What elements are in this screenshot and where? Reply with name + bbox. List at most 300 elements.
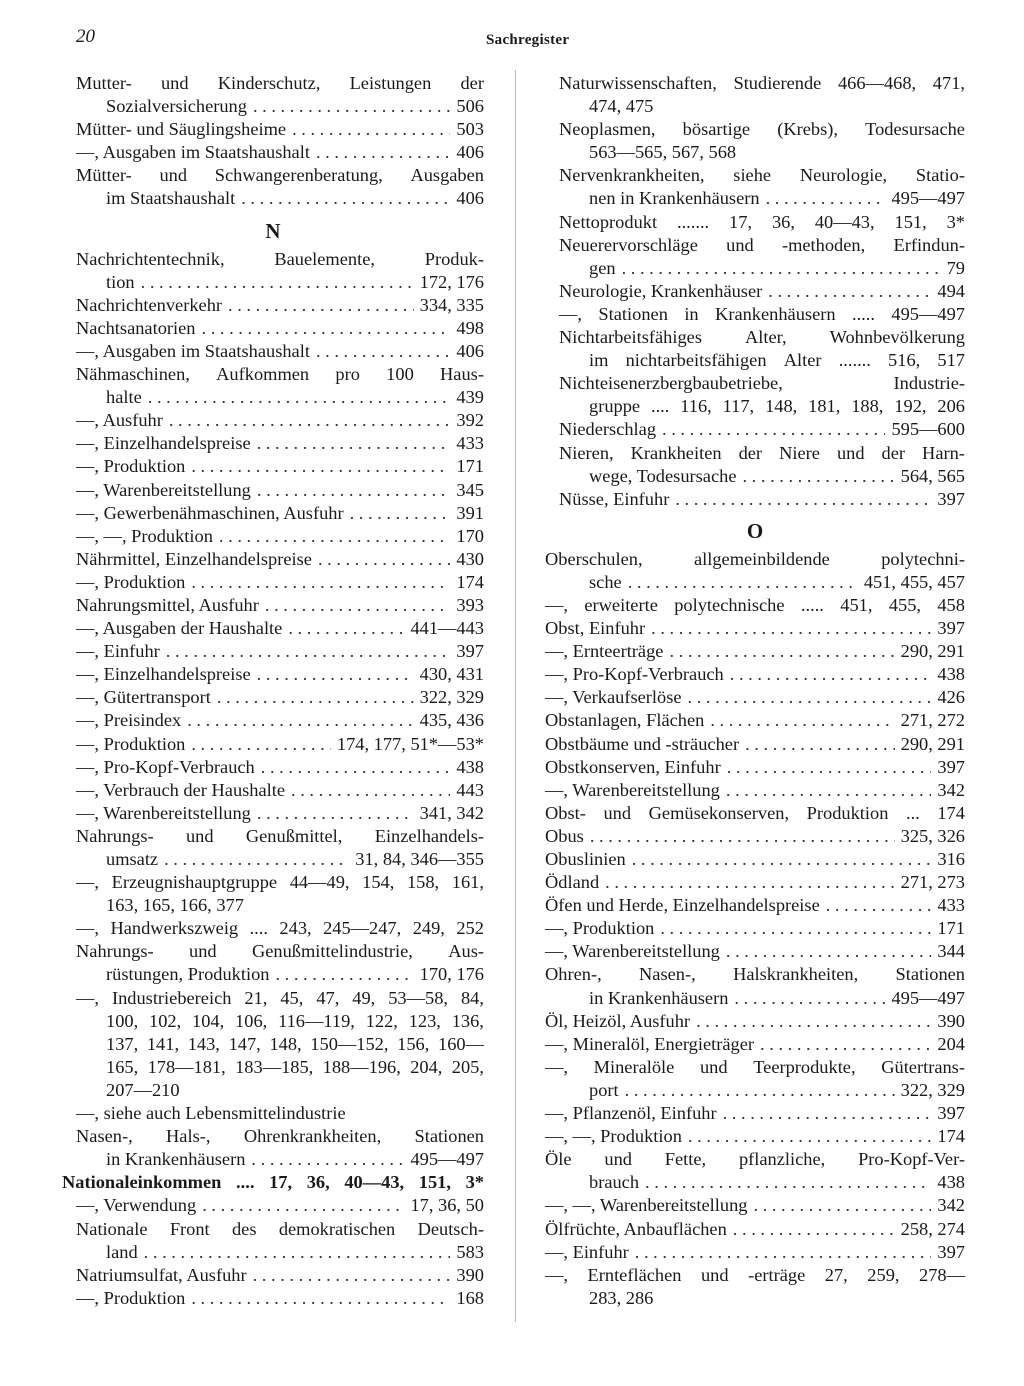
dot-leader [651,617,931,640]
page-reference: 406 [456,188,484,209]
index-entry-text: —, Handwerkszweig .... 243, 245—247, 249, 252 [76,918,484,939]
index-entry [545,211,965,234]
index-entry-text: 283, 286 [589,1287,654,1308]
dot-leader [318,548,450,571]
index-entry [545,1287,965,1310]
index-entry-text: —, Warenbereitstellung [76,802,251,823]
index-entry [545,640,965,663]
index-entry-text: 207—210 [106,1079,180,1100]
index-entry-text: Nahrungsmittel, Ausfuhr [76,594,259,615]
index-entry-text: —, Warenbereitstellung [545,941,720,962]
page-reference: 426 [937,687,965,708]
page-reference: 322, 329 [900,1079,965,1100]
dot-leader [645,1171,931,1194]
index-entry-text: —, Erzeugnishauptgruppe 44—49, 154, 158, 161, [76,872,484,893]
index-entry [62,294,484,317]
index-entry-text: Natriumsulfat, Ausfuhr [76,1264,247,1285]
dot-leader [217,686,414,709]
index-entry [545,164,965,187]
dot-leader [727,756,932,779]
index-entry [545,709,965,732]
page-reference: 433 [937,895,965,916]
page-reference: 17, 36, 50 [410,1195,484,1216]
index-entry-text: —, Einzelhandelspreise [76,664,251,685]
index-entry-text: Obstbäume und -sträucher [545,733,740,754]
index-entry-text: —, —, Produktion [545,1126,682,1147]
dot-leader [265,594,451,617]
page-reference: 393 [456,594,484,615]
page-reference: 564, 565 [900,465,965,486]
page-reference: 31, 84, 346—355 [355,849,484,869]
dot-leader [688,1125,931,1148]
index-entry [545,594,965,617]
dot-leader [696,1010,931,1033]
dot-leader [632,848,932,871]
index-entry-text: —, Produktion [76,1287,186,1308]
page-reference: 174 [456,571,484,592]
index-entry-text: Nationaleinkommen .... 17, 36, 40—43, 151, 3* [62,1172,484,1193]
index-entry-text: Nasen-, Hals-, Ohrenkrankheiten, Stationen [76,1126,484,1147]
dot-leader [191,1287,450,1310]
index-entry [545,1010,965,1033]
dot-leader [253,95,450,118]
index-entry-text: Neurologie, Krankenhäuser [559,280,763,301]
index-entry [545,326,965,349]
index-entry-text: umsatz [106,849,159,869]
page-reference: 439 [456,387,484,408]
index-entry [545,303,965,326]
index-entry-text: —, —, Warenbereitstellung [545,1195,748,1216]
index-entry [545,871,965,894]
dot-leader [723,1102,932,1125]
index-entry-text: Öfen und Herde, Einzelhandelspreise [545,895,820,916]
dot-leader [350,502,451,525]
index-entry-text: 100, 102, 104, 106, 116—119, 122, 123, 136, [106,1010,484,1031]
index-entry [62,1079,484,1102]
index-entry-text: 563—565, 567, 568 [589,142,737,163]
index-entry [545,234,965,257]
index-entry-text: —, Ausfuhr [76,410,163,431]
index-entry-text: Ölfrüchte, Anbauflächen [545,1218,727,1239]
index-entry [62,686,484,709]
index-entry [62,940,484,963]
index-entry [545,187,965,210]
index-entry-text: land [106,1241,138,1262]
index-entry [62,1148,484,1171]
index-entry-text: gruppe .... 116, 117, 148, 181, 188, 192, 206 [589,396,965,417]
index-entry-text: —, Produktion [76,733,186,754]
index-entry [545,663,965,686]
page-reference: 438 [937,1172,965,1193]
dot-leader [253,1264,451,1287]
dot-leader [675,488,931,511]
page-reference: 271, 272 [900,710,965,731]
index-entry [545,617,965,640]
page-reference: 495—497 [891,987,965,1008]
dot-leader [292,118,450,141]
page-reference: 170 [456,525,484,546]
index-entry-text: Nichteisenerzbergbaubetriebe, Industrie- [559,373,965,394]
index-entry [545,349,965,372]
index-entry-text: —, Ausgaben der Haushalte [76,618,283,639]
dot-leader [734,987,885,1010]
index-entry-text: —, Ausgaben im Staatshaushalt [76,142,310,163]
index-entry [545,733,965,756]
index-entry [62,248,484,271]
page-reference: 406 [456,142,484,163]
index-entry-text: sche [589,571,622,592]
page-reference: 322, 329 [419,687,484,708]
page-reference: 204 [937,1033,965,1054]
page-reference: 406 [456,340,484,361]
index-entry [62,118,484,141]
index-entry-text: brauch [589,1172,640,1193]
index-entry [62,455,484,478]
index-entry [545,779,965,802]
dot-leader [733,1218,895,1241]
index-entry [62,141,484,164]
dot-leader [766,187,886,210]
index-entry-text: —, Produktion [76,456,186,477]
dot-leader [669,640,894,663]
index-entry-text: in Krankenhäusern [589,987,729,1008]
index-entry [62,271,484,294]
index-entry [545,756,965,779]
index-entry-text: Nichtarbeitsfähiges Alter, Wohnbevölkerung [559,327,965,348]
dot-leader [288,617,404,640]
index-entry-text: Nachtsanatorien [76,317,196,338]
page-reference: 341, 342 [419,802,484,823]
page-reference: 342 [937,779,965,800]
page-reference: 397 [937,1241,965,1262]
page-reference: 438 [456,756,484,777]
page-reference: 342 [937,1195,965,1216]
index-entry-text: nen in Krankenhäusern [589,188,760,209]
index-entry [545,395,965,418]
index-entry-text: Nahrungs- und Genußmittel, Einzelhandels- [76,825,484,846]
index-entry-text: 474, 475 [589,96,654,117]
index-entry-text: Obst, Einfuhr [545,618,646,639]
dot-leader [191,455,450,478]
index-entry [62,386,484,409]
index-entry-text: Mütter- und Säuglingsheime [76,119,287,140]
page-reference: 344 [937,941,965,962]
index-entry [545,917,965,940]
page-reference: 397 [937,756,965,777]
index-entry-text: Mütter- und Schwangerenberatung, Ausgaben [76,165,484,186]
index-entry-text: —, erweiterte polytechnische ..... 451, 455, 458 [545,594,965,615]
page-reference: 595—600 [891,419,965,440]
dot-leader [144,1241,451,1264]
index-entry [545,940,965,963]
index-entry-text: —, Pro-Kopf-Verbrauch [545,664,724,685]
dot-leader [826,894,932,917]
page-reference: 397 [937,488,965,509]
index-entry-text: —, Pflanzenöl, Einfuhr [545,1103,717,1124]
index-entry [62,663,484,686]
index-entry [545,95,965,118]
index-entry-text: —, Warenbereitstellung [76,479,251,500]
index-entry-text: Öle und Fette, pflanzliche, Pro-Kopf-Ver- [545,1149,965,1170]
index-entry-text: Ohren-, Nasen-, Halskrankheiten, Stationen [545,964,965,985]
page-reference: 258, 274 [900,1218,965,1239]
index-entry [545,1171,965,1194]
index-entry [62,164,484,187]
index-entry [62,1033,484,1056]
index-entry-text: —, Verwendung [76,1195,197,1216]
dot-leader [726,940,932,963]
index-entry [545,141,965,164]
index-entry [62,779,484,802]
page-reference: 171 [937,918,965,939]
dot-leader [622,257,941,280]
index-entry [62,432,484,455]
dot-leader [257,479,451,502]
index-entry-text: wege, Todesursache [589,465,737,486]
page-reference: 390 [937,1010,965,1031]
page-reference: 495—497 [410,1149,484,1170]
index-entry-text: —, Einfuhr [545,1241,629,1262]
index-entry-text: Nähmaschinen, Aufkommen pro 100 Haus- [76,364,484,385]
dot-leader [241,187,450,210]
index-entry [62,640,484,663]
page-reference: 391 [456,502,484,523]
index-entry-text: —, Ernteerträge [545,641,664,662]
index-entry-text: —, Produktion [545,918,655,939]
index-column-left [62,72,484,1310]
index-entry-text: Neoplasmen, bösartige (Krebs), Todesursache [559,119,965,140]
index-entry [62,1241,484,1264]
index-entry-text: Sozialversicherung [106,96,247,117]
page-reference: 345 [456,479,484,500]
index-entry [62,963,484,986]
index-entry-text: —, Warenbereitstellung [545,779,720,800]
dot-leader [169,409,451,432]
index-entry-text: —, Ausgaben im Staatshaushalt [76,340,310,361]
dot-leader [316,340,450,363]
dot-leader [768,280,931,303]
dot-leader [141,271,414,294]
index-entry-text: Nachrichtenverkehr [76,294,223,315]
dot-leader [745,733,895,756]
index-entry-text: —, Verbrauch der Haushalte [76,779,286,800]
index-entry [545,825,965,848]
index-entry-text: Nettoprodukt ....... 17, 36, 40—43, 151, 3* [559,211,965,232]
index-entry-text: —, Mineralöle und Teerprodukte, Gütertrans- [545,1056,965,1077]
index-entry [545,802,965,825]
index-entry [545,1148,965,1171]
page-reference: 435, 436 [419,710,484,731]
index-entry [62,340,484,363]
page-reference: 441—443 [410,618,484,639]
page-reference: 290, 291 [900,641,965,662]
index-entry-text: port [589,1079,619,1100]
page-reference: 430, 431 [419,664,484,685]
index-entry [62,72,484,95]
dot-leader [257,802,414,825]
running-title: Sachregister [486,32,570,48]
index-entry-text: —, Produktion [76,571,186,592]
dot-leader [202,317,451,340]
index-column-right [545,72,965,1310]
index-entry-text: Nährmittel, Einzelhandelspreise [76,548,312,569]
dot-leader [688,686,932,709]
index-entry [62,1010,484,1033]
index-entry [545,686,965,709]
page-reference: 392 [456,410,484,431]
index-entry-text: 137, 141, 143, 147, 148, 150—152, 156, 160— [106,1033,484,1054]
index-entry [62,409,484,432]
index-entry [62,894,484,917]
dot-leader [191,571,450,594]
dot-leader [753,1194,931,1217]
index-entry-text: Obus [545,825,584,846]
index-entry [545,1102,965,1125]
index-entry [545,1194,965,1217]
index-entry-text: Öl, Heizöl, Ausfuhr [545,1010,691,1031]
index-entry [62,987,484,1010]
index-entry-text: Naturwissenschaften, Studierende 466—468, 471, [559,73,965,93]
index-entry-text: Niederschlag [559,419,657,440]
index-entry-text: 165, 178—181, 183—185, 188—196, 204, 205, [106,1056,484,1077]
index-entry-text: —, Industriebereich 21, 45, 47, 49, 53—58, 84, [76,987,484,1008]
dot-leader [625,1079,895,1102]
index-entry [545,1079,965,1102]
index-entry [62,1125,484,1148]
page-reference: 397 [937,618,965,639]
index-entry-text: in Krankenhäusern [106,1149,246,1170]
page-reference: 79 [946,257,965,278]
index-entry-text: Nahrungs- und Genußmittelindustrie, Aus- [76,941,484,962]
index-entry-text: rüstungen, Produktion [106,964,270,985]
index-entry-text: im Staatshaushalt [106,188,236,209]
page-reference: 290, 291 [900,733,965,754]
page-reference: 172, 176 [419,271,484,292]
index-entry-text: Obstkonserven, Einfuhr [545,756,721,777]
index-entry [62,317,484,340]
index-entry [545,118,965,141]
index-entry-text: —, Pro-Kopf-Verbrauch [76,756,255,777]
dot-leader [187,709,413,732]
dot-leader [742,465,894,488]
dot-leader [316,141,450,164]
dot-leader [730,663,932,686]
index-entry [545,548,965,571]
index-entry [62,1264,484,1287]
index-entry [545,418,965,441]
page-reference: 494 [937,280,965,301]
index-entry-text: —, siehe auch Lebensmittelindustrie [76,1103,346,1124]
index-entry-text: —, Verkaufserlöse [545,687,682,708]
index-entry-text: Oberschulen, allgemeinbildende polytechni- [545,548,965,569]
page-reference: 506 [456,96,484,117]
index-entry-text: —, —, Produktion [76,525,213,546]
index-entry-text: Obstanlagen, Flächen [545,710,705,731]
dot-leader [251,1148,404,1171]
index-entry-text: Nieren, Krankheiten der Niere und der Harn- [559,442,965,463]
index-entry [545,1125,965,1148]
dot-leader [257,432,451,455]
page-reference: 583 [456,1241,484,1262]
index-entry [62,802,484,825]
index-entry-text: 163, 165, 166, 377 [106,895,244,916]
index-entry [545,372,965,395]
dot-leader [191,733,331,756]
index-entry [62,1102,484,1125]
page-reference: 433 [456,433,484,454]
page-reference: 438 [937,664,965,685]
index-entry [62,733,484,756]
index-entry-text: halte [106,387,142,408]
page-number: 20 [76,26,95,47]
index-entry-text: gen [589,257,616,278]
index-entry-text: Nervenkrankheiten, siehe Neurologie, Statio- [559,165,965,186]
index-entry [62,848,484,871]
index-entry [62,871,484,894]
index-entry [62,502,484,525]
index-entry-text: tion [106,271,135,292]
index-entry-text: —, Einfuhr [76,641,160,662]
index-entry [62,825,484,848]
index-entry [62,1056,484,1079]
index-entry [62,1287,484,1310]
index-entry [545,987,965,1010]
index-entry [545,488,965,511]
index-entry [62,1194,484,1217]
index-entry [545,257,965,280]
dot-leader [228,294,414,317]
dot-leader [710,709,894,732]
dot-leader [628,571,858,594]
index-entry-text: —, Gütertransport [76,687,211,708]
index-entry-text: —, Stationen in Krankenhäusern ..... 495—497 [559,303,965,324]
page-reference: 170, 176 [419,964,484,985]
index-entry-text: Obuslinien [545,849,626,869]
index-entry [545,963,965,986]
index-entry-text: Nachrichtentechnik, Bauelemente, Produk- [76,248,484,269]
page-reference: 174 [937,1126,965,1147]
dot-leader [202,1194,404,1217]
dot-leader [635,1241,932,1264]
index-entry [62,617,484,640]
index-entry-text: —, Gewerbenähmaschinen, Ausfuhr [76,502,344,523]
page-reference: 451, 455, 457 [863,571,965,592]
index-entry [545,1264,965,1287]
index-entry-text: im nichtarbeitsfähigen Alter ....... 516, 517 [589,350,965,371]
section-letter: N [265,218,281,243]
index-entry [62,548,484,571]
page-reference: 168 [456,1287,484,1308]
page-reference: 171 [456,456,484,477]
index-entry [545,1241,965,1264]
index-entry [545,1033,965,1056]
index-entry [62,594,484,617]
page-reference: 397 [937,1103,965,1124]
index-entry [62,709,484,732]
dot-leader [291,779,450,802]
dot-leader [605,871,894,894]
dot-leader [164,848,349,871]
dot-leader [726,779,932,802]
dot-leader [760,1033,931,1056]
page-reference: 430 [456,548,484,569]
dot-leader [590,825,895,848]
index-entry [545,465,965,488]
index-entry-text: —, Einzelhandelspreise [76,433,251,454]
index-entry-text: Obst- und Gemüsekonserven, Produktion ... 174 [545,802,965,823]
index-entry [62,917,484,940]
column-divider [515,70,516,1322]
